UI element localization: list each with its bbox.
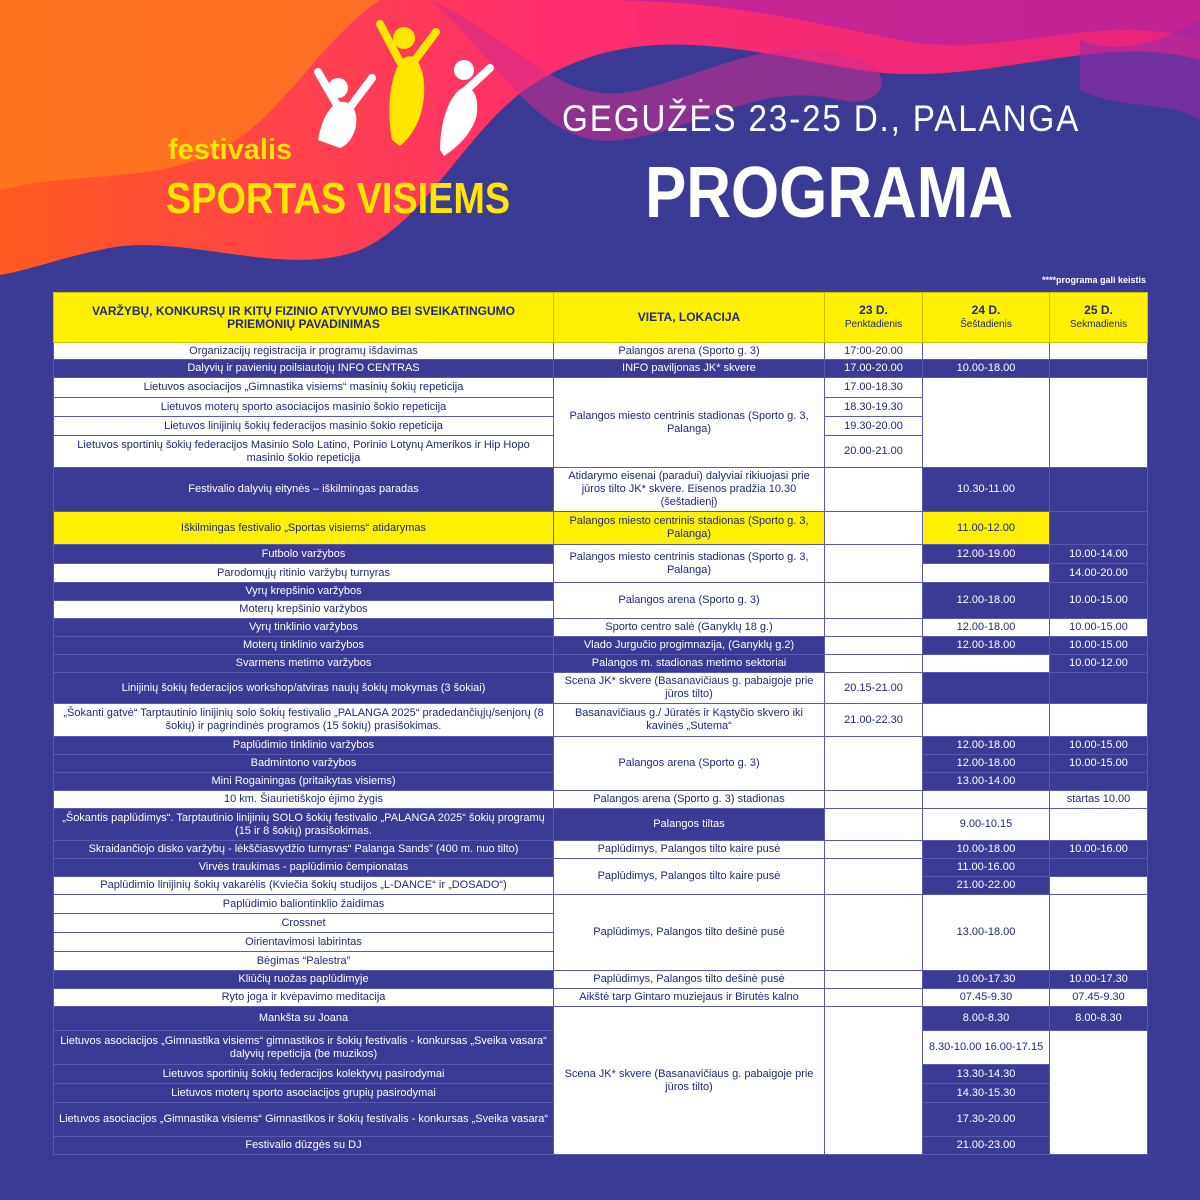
time-cell-23: 19.30-20.00: [825, 417, 923, 436]
venue-cell: Palangos tiltas: [554, 809, 825, 841]
time-cell-25: 10.00-15.00: [1050, 755, 1148, 773]
time-cell-24: [923, 655, 1050, 673]
time-cell-25: [1050, 895, 1148, 971]
time-cell-25: [1050, 343, 1148, 360]
time-cell-24: 8.30-10.00 16.00-17.15: [923, 1031, 1050, 1065]
venue-cell: Vlado Jurgučio progimnazija, (Ganyklų g.2): [554, 637, 825, 655]
time-cell-24: 10.00-18.00: [923, 360, 1050, 378]
header-day-24: 24 D. Šeštadienis: [923, 293, 1050, 343]
time-cell-23: [825, 841, 923, 859]
venue-cell: Paplūdimys, Palangos tilto kaire pusė: [554, 859, 825, 895]
time-cell-24: 13.30-14.30: [923, 1065, 1050, 1084]
event-cell: Lietuvos asociacijos „Gimnastika visiems“ masinių šokių repeticija: [54, 378, 554, 398]
time-cell-24: 21.00-22.00: [923, 877, 1050, 895]
time-cell-24: 10.30-11.00: [923, 468, 1050, 512]
table-row: [54, 1007, 1148, 1031]
table-row: [54, 583, 1148, 601]
event-cell: Organizacijų registracija ir programų išdavimas: [54, 343, 554, 360]
time-cell-24: 07.45-9.30: [923, 989, 1050, 1007]
table-row: [54, 378, 1148, 398]
venue-cell: Palangos miesto centrinis stadionas (Sporto g. 3, Palanga): [554, 512, 825, 545]
event-cell: Lietuvos moterų sporto asociacijos masinio šokio repeticija: [54, 398, 554, 417]
event-cell: Lietuvos moterų sporto asociacijos grupių pasirodymai: [54, 1084, 554, 1103]
event-cell: 10 km. Šiaurietiškojo ėjimo žygis: [54, 791, 554, 809]
time-cell-23: [825, 468, 923, 512]
time-cell-23: 17:00-20.00: [825, 343, 923, 360]
event-cell: Lietuvos asociacijos „Gimnastika visiems“ Gimnastikos ir šokių festivalis - konkursas „Sveika vasara“: [54, 1103, 554, 1137]
event-cell: Vyrų tinklinio varžybos: [54, 619, 554, 637]
event-cell: „Šokantis paplūdimys“. Tarptautinio linijinių SOLO šokių festivalio „PALANGA 2025“ šokių programų (15 ir 8 šokių) prasišokimas.: [54, 809, 554, 841]
venue-cell: Scena JK* skvere (Basanavičiaus g. pabaigoje prie jūros tilto): [554, 673, 825, 704]
event-cell: Mankšta su Joana: [54, 1007, 554, 1031]
time-cell-23: 21.00-22.30: [825, 704, 923, 737]
event-cell: Virvės traukimas - paplūdimio čempionatas: [54, 859, 554, 877]
event-cell: Vyrų krepšinio varžybos: [54, 583, 554, 601]
time-cell-24: 10.00-17.30: [923, 971, 1050, 989]
time-cell-24: 12.00-18.00: [923, 637, 1050, 655]
event-cell: Lietuvos linijinių šokių federacijos masinio šokio repeticija: [54, 417, 554, 436]
event-cell: Crossnet: [54, 914, 554, 933]
event-cell: Lietuvos asociacijos „Gimnastika visiems“ gimnastikos ir šokių festivalis - konkursas „Sveika vasara“ dalyvių repeticija (be muzikos): [54, 1031, 554, 1065]
venue-cell: Sporto centro salė (Ganyklų 18 g.): [554, 619, 825, 637]
event-cell: Parodomųjų ritinio varžybų turnyras: [54, 564, 554, 583]
time-cell-25: [1050, 859, 1148, 877]
venue-cell: Paplūdimys, Palangos tilto dešinė pusė: [554, 971, 825, 989]
venue-cell: Basanavičiaus g./ Jūratės ir Kąstyčio skvero iki kavinės „Sutema“: [554, 704, 825, 737]
event-cell: Badmintono varžybos: [54, 755, 554, 773]
event-cell: Paplūdimio baliontinklio žaidimas: [54, 895, 554, 914]
time-cell-23: [825, 655, 923, 673]
change-note: ****programa gali keistis: [1041, 275, 1146, 285]
table-row: [54, 637, 1148, 655]
time-cell-25: [1050, 378, 1148, 468]
event-cell: „Šokanti gatvė“ Tarptautinio linijinių solo šokių festivalio „PALANGA 2025“ pradedančiųjų/senjorų (8 šokių) ir pagrindinės programos (15 šokių) prasišokimas.: [54, 704, 554, 737]
event-cell: Paplūdimio tinklinio varžybos: [54, 737, 554, 755]
time-cell-25: [1050, 809, 1148, 841]
time-cell-24: 13.00-18.00: [923, 895, 1050, 971]
time-cell-23: [825, 637, 923, 655]
time-cell-23: 20.15-21.00: [825, 673, 923, 704]
time-cell-25: [1050, 773, 1148, 791]
time-cell-25: 10.00-15.00: [1050, 583, 1148, 619]
table-row: [54, 809, 1148, 841]
venue-cell: Atidarymo eisenai (paradui) dalyviai rikiuojasi prie jūros tilto JK* skvere. Eisenos pradžia 10.30 (šeštadienį): [554, 468, 825, 512]
time-cell-24: 11.00-16.00: [923, 859, 1050, 877]
time-cell-24: [923, 704, 1050, 737]
time-cell-24: 12.00-18.00: [923, 737, 1050, 755]
time-cell-25: 10.00-16.00: [1050, 841, 1148, 859]
event-cell: Dalyvių ir pavienių poilsiautojų INFO CENTRAS: [54, 360, 554, 378]
time-cell-24: 12.00-18.00: [923, 583, 1050, 619]
venue-cell: Palangos m. stadionas metimo sektoriai: [554, 655, 825, 673]
time-cell-24: 12.00-18.00: [923, 619, 1050, 637]
header-venue: VIETA, LOKACIJA: [554, 293, 825, 343]
time-cell-25: 10.00-15.00: [1050, 619, 1148, 637]
event-cell: Futbolo varžybos: [54, 545, 554, 564]
table-row: [54, 619, 1148, 637]
time-cell-24: 14.30-15.30: [923, 1084, 1050, 1103]
venue-cell: Palangos arena (Sporto g. 3): [554, 343, 825, 360]
venue-cell: Paplūdimys, Palangos tilto dešinė pusė: [554, 895, 825, 971]
event-cell: Lietuvos sportinių šokių federacijos Masinio Solo Latino, Porinio Lotynų Amerikos ir Hip Hopo masinio šokio repeticija: [54, 436, 554, 468]
venue-cell: Scena JK* skvere (Basanavičiaus g. pabaigoje prie jūros tilto): [554, 1007, 825, 1155]
time-cell-24: 8.00-8.30: [923, 1007, 1050, 1031]
time-cell-23: [825, 619, 923, 637]
page-title: PROGRAMA: [645, 153, 1014, 233]
venue-cell: Palangos arena (Sporto g. 3): [554, 583, 825, 619]
time-cell-25: 07.45-9.30: [1050, 989, 1148, 1007]
time-cell-23: [825, 971, 923, 989]
time-cell-23: [825, 895, 923, 971]
event-cell: Paplūdimio linijinių šokių vakarėlis (Kviečia šokių studijos „L-DANCE“ ir „DOSADO“): [54, 877, 554, 895]
time-cell-25: [1050, 1031, 1148, 1155]
time-cell-23: [825, 809, 923, 841]
time-cell-24: [923, 378, 1050, 468]
time-cell-24: 21.00-23.00: [923, 1137, 1050, 1155]
time-cell-23: 17.00-20.00: [825, 360, 923, 378]
table-row: [54, 343, 1148, 360]
date-line: GEGUŽĖS 23-25 D., PALANGA: [562, 98, 1081, 139]
time-cell-23: [825, 545, 923, 583]
event-cell: Ryto joga ir kvėpavimo meditacija: [54, 989, 554, 1007]
time-cell-25: startas 10.00: [1050, 791, 1148, 809]
time-cell-23: [825, 989, 923, 1007]
time-cell-24: [923, 343, 1050, 360]
venue-cell: Palangos miesto centrinis stadionas (Sporto g. 3, Palanga): [554, 545, 825, 583]
logo-text-small: festivalis: [168, 134, 293, 166]
event-cell: Svarmens metimo varžybos: [54, 655, 554, 673]
time-cell-24: 11.00-12.00: [923, 512, 1050, 545]
table-row: [54, 989, 1148, 1007]
time-cell-24: [923, 791, 1050, 809]
time-cell-23: [825, 1007, 923, 1155]
table-row: [54, 468, 1148, 512]
header-day-25: 25 D. Sekmadienis: [1050, 293, 1148, 343]
header-day-23: 23 D. Penktadienis: [825, 293, 923, 343]
venue-cell: Aikštė tarp Gintaro muziejaus ir Birutės kalno: [554, 989, 825, 1007]
table-row: [54, 512, 1148, 545]
time-cell-23: 20.00-21.00: [825, 436, 923, 468]
event-cell: Bėgimas “Palestra”: [54, 952, 554, 971]
venue-cell: Palangos arena (Sporto g. 3) stadionas: [554, 791, 825, 809]
venue-cell: Palangos arena (Sporto g. 3): [554, 737, 825, 791]
table-row: [54, 841, 1148, 859]
time-cell-24: [923, 564, 1050, 583]
event-cell: Moterų tinklinio varžybos: [54, 637, 554, 655]
time-cell-25: [1050, 468, 1148, 512]
table-header-row: [54, 293, 1148, 343]
time-cell-23: 17.00-18.30: [825, 378, 923, 398]
time-cell-23: [825, 859, 923, 895]
time-cell-25: [1050, 877, 1148, 895]
time-cell-25: 10.00-14.00: [1050, 545, 1148, 564]
time-cell-25: [1050, 360, 1148, 378]
table-row: [54, 704, 1148, 737]
time-cell-24: 10.00-18.00: [923, 841, 1050, 859]
time-cell-23: [825, 791, 923, 809]
table-row: [54, 737, 1148, 755]
venue-cell: Paplūdimys, Palangos tilto kaire pusė: [554, 841, 825, 859]
time-cell-23: [825, 512, 923, 545]
time-cell-23: [825, 583, 923, 619]
time-cell-25: 14.00-20.00: [1050, 564, 1148, 583]
table-row: [54, 360, 1148, 378]
event-cell: Iškilmingas festivalio „Sportas visiems“ atidarymas: [54, 512, 554, 545]
time-cell-24: 17.30-20.00: [923, 1103, 1050, 1137]
schedule-table: [53, 292, 1148, 1155]
event-cell: Festivalio dūzgės su DJ: [54, 1137, 554, 1155]
time-cell-25: 8.00-8.30: [1050, 1007, 1148, 1031]
time-cell-25: [1050, 512, 1148, 545]
logo-text-big: SPORTAS VISIEMS: [166, 174, 511, 223]
event-cell: Moterų krepšinio varžybos: [54, 601, 554, 619]
event-cell: Mini Rogainingas (pritaikytas visiems): [54, 773, 554, 791]
event-cell: Kliūčių ruožas paplūdimyje: [54, 971, 554, 989]
event-cell: Lietuvos sportinių šokių federacijos kolektyvų pasirodymai: [54, 1065, 554, 1084]
table-row: [54, 791, 1148, 809]
time-cell-25: 10.00-17.30: [1050, 971, 1148, 989]
time-cell-24: 9.00-10.15: [923, 809, 1050, 841]
time-cell-25: 10.00-12.00: [1050, 655, 1148, 673]
event-cell: Oirientavimosi labirintas: [54, 933, 554, 952]
table-row: [54, 859, 1148, 877]
table-row: [54, 895, 1148, 914]
time-cell-23: 18.30-19.30: [825, 398, 923, 417]
event-cell: Linijinių šokių federacijos workshop/atviras naujų šokių mokymas (3 šokiai): [54, 673, 554, 704]
time-cell-25: 10.00-15.00: [1050, 737, 1148, 755]
event-cell: Festivalio dalyvių eitynės – iškilmingas paradas: [54, 468, 554, 512]
venue-cell: Palangos miesto centrinis stadionas (Sporto g. 3, Palanga): [554, 378, 825, 468]
event-cell: Skraidančiojo disko varžybų - lėkščiasvydžio turnyras“ Palanga Sands” (400 m. nuo tilto): [54, 841, 554, 859]
venue-cell: INFO paviljonas JK* skvere: [554, 360, 825, 378]
table-row: [54, 673, 1148, 704]
time-cell-24: [923, 673, 1050, 704]
time-cell-24: 12.00-19.00: [923, 545, 1050, 564]
table-row: [54, 655, 1148, 673]
time-cell-25: 10.00-15.00: [1050, 637, 1148, 655]
time-cell-23: [825, 737, 923, 791]
time-cell-24: 12.00-18.00: [923, 755, 1050, 773]
table-row: [54, 971, 1148, 989]
time-cell-25: [1050, 704, 1148, 737]
header-event: VARŽYBŲ, KONKURSŲ IR KITŲ FIZINIO ATVYVUMO BEI SVEIKATINGUMO PRIEMONIŲ PAVADINIMAS: [54, 293, 554, 343]
table-row: [54, 545, 1148, 564]
time-cell-25: [1050, 673, 1148, 704]
time-cell-24: 13.00-14.00: [923, 773, 1050, 791]
